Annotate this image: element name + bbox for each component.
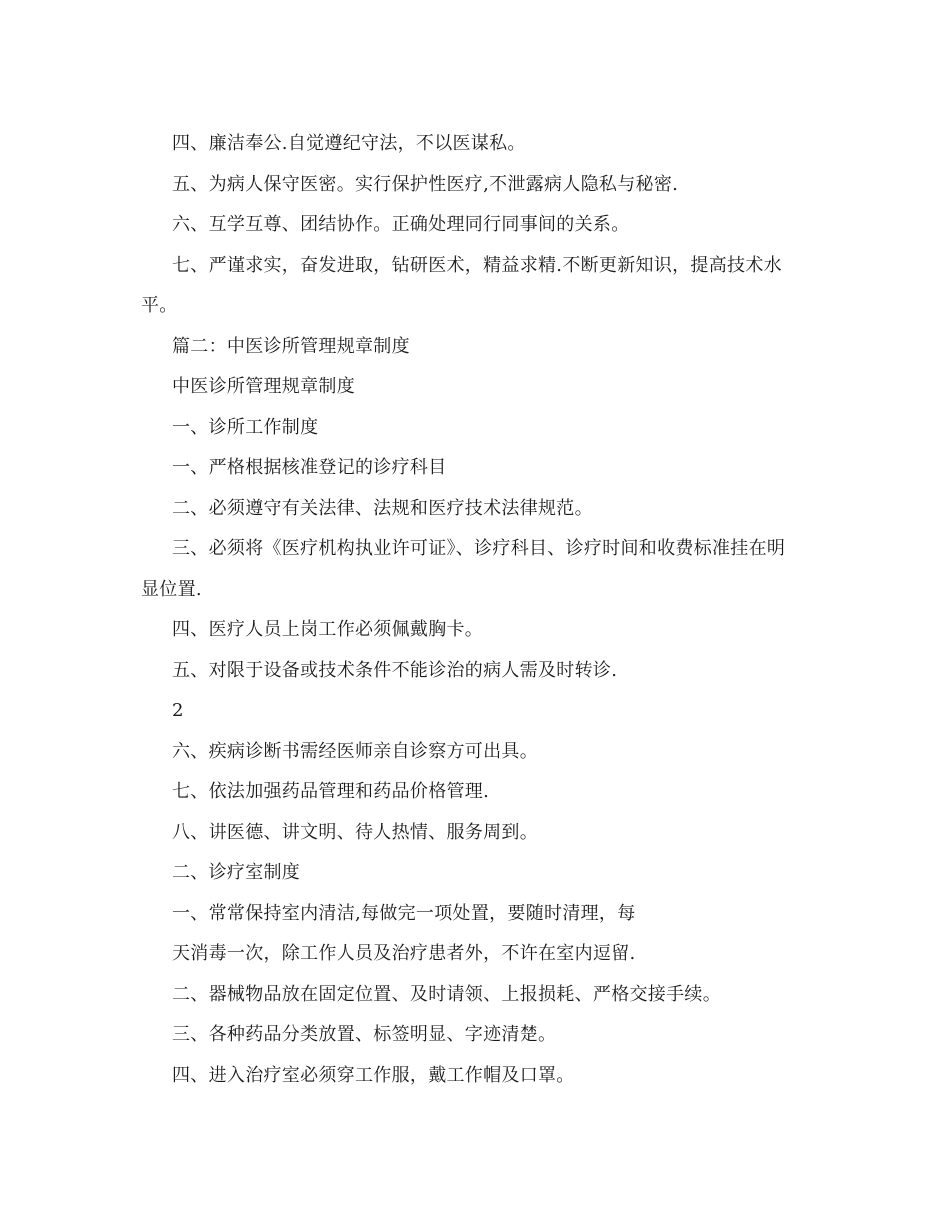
page-number: 2 <box>172 700 184 721</box>
section-heading: 篇二：中医诊所管理规章制度 <box>172 336 410 357</box>
text-line: 四、医疗人员上岗工作必须佩戴胸卡。 <box>172 619 484 640</box>
text-line: 一、严格根据核准登记的诊疗科目 <box>172 457 447 478</box>
text-line: 五、对限于设备或技术条件不能诊治的病人需及时转诊. <box>172 660 618 681</box>
text-line: 四、进入治疗室必须穿工作服，戴工作帽及口罩。 <box>172 1065 575 1086</box>
text-line: 六、互学互尊、团结协作。正确处理同行同事间的关系。 <box>172 214 630 235</box>
text-line: 四、廉洁奉公.自觉遵纪守法，不以医谋私。 <box>172 133 526 154</box>
text-line: 七、依法加强药品管理和药品价格管理. <box>172 781 490 802</box>
text-line: 二、必须遵守有关法律、法规和医疗技术法律规范。 <box>172 498 593 519</box>
text-line: 六、疾病诊断书需经医师亲自诊察方可出具。 <box>172 741 538 762</box>
section-heading: 二、诊疗室制度 <box>172 862 301 883</box>
section-heading: 一、诊所工作制度 <box>172 417 319 438</box>
document-title: 中医诊所管理规章制度 <box>172 376 355 397</box>
text-line: 三、必须将《医疗机构执业许可证》、诊疗科目、诊疗时间和收费标准挂在明 <box>172 538 786 559</box>
text-line: 五、为病人保守医密。实行保护性医疗,不泄露病人隐私与秘密. <box>172 174 679 195</box>
text-line: 七、严谨求实，奋发进取，钻研医术，精益求精.不断更新知识，提高技术水 <box>172 255 782 276</box>
text-line: 天消毒一次，除工作人员及治疗患者外，不许在室内逗留. <box>172 943 636 964</box>
text-line: 显位置. <box>141 579 202 600</box>
text-line: 三、各种药品分类放置、标签明显、字迹清楚。 <box>172 1024 557 1045</box>
text-line: 平。 <box>141 295 178 316</box>
text-line: 一、常常保持室内清洁,每做完一项处置，要随时清理，每 <box>172 903 636 924</box>
text-line: 二、器械物品放在固定位置、及时请领、上报损耗、严格交接手续。 <box>172 984 721 1005</box>
text-line: 八、讲医德、讲文明、待人热情、服务周到。 <box>172 822 538 843</box>
